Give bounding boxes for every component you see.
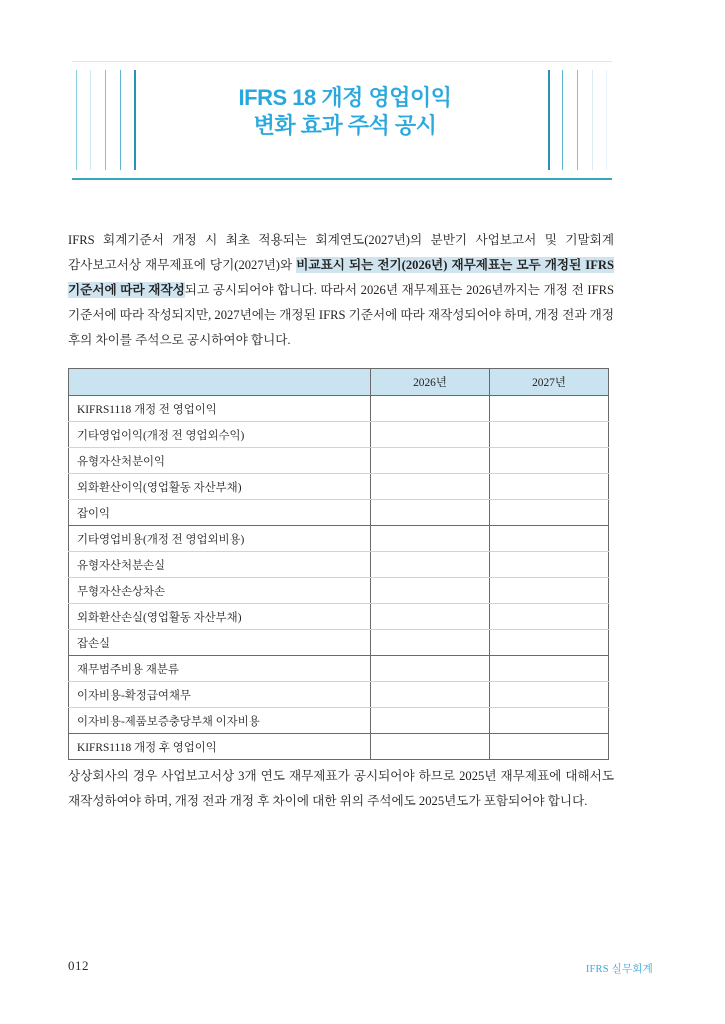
table-cell-label: 잡이익: [69, 500, 371, 526]
table-cell-2026: [371, 656, 490, 682]
table-cell-2026: [371, 682, 490, 708]
table-cell-2027: [490, 734, 609, 760]
table-cell-2027: [490, 474, 609, 500]
page-title-line-2: 변화 효과 주석 공시: [253, 113, 437, 138]
table-row: [69, 578, 609, 604]
header-decoration-left: [76, 70, 138, 170]
header-top-rule: [72, 61, 612, 62]
paragraph-1-highlight: 비교표시 되는 전기(2026년) 재무제표는 모두 개정된 IFRS 기준서에 따라 재작성: [68, 258, 614, 297]
table-cell-2026: [371, 734, 490, 760]
table-header-row: [69, 369, 609, 396]
operating-profit-table: [68, 368, 609, 760]
table-row: [69, 526, 609, 552]
table-body: [69, 396, 609, 760]
page-title-line-1: IFRS 18 개정 영업이익: [238, 85, 452, 110]
table-row: [69, 734, 609, 760]
table-cell-label: 외화환산손실(영업활동 자산부채): [69, 604, 371, 630]
table-cell-2026: [371, 630, 490, 656]
column-header-2026: 2026년: [371, 369, 490, 396]
table-cell-2027: [490, 422, 609, 448]
table-cell-2027: [490, 682, 609, 708]
table-cell-2026: [371, 604, 490, 630]
table-cell-2026: [371, 396, 490, 422]
table-cell-label: 기타영업비용(개정 전 영업외비용): [69, 526, 371, 552]
table-cell-2027: [490, 526, 609, 552]
header-decoration-right: [548, 70, 610, 170]
table-cell-2027: [490, 630, 609, 656]
paragraph-1-segment-1: IFRS 회계기준서 개정 시 최초 적용되는 회계연도(2027년)의 분반기 사업보고서 및 기말회계 감사보고서상 재무제표에 당기(2027년)와: [68, 233, 614, 272]
table-cell-label: 기타영업이익(개정 전 영업외수익): [69, 422, 371, 448]
table-cell-label: 유형자산처분이익: [69, 448, 371, 474]
table-row: [69, 656, 609, 682]
table-row: [69, 396, 609, 422]
page-title: [145, 84, 545, 140]
table-cell-label: 잡손실: [69, 630, 371, 656]
deco-line-3: [105, 70, 106, 170]
table-row: [69, 448, 609, 474]
table-row: [69, 474, 609, 500]
table-cell-label: 무형자산손상차손: [69, 578, 371, 604]
table-cell-2027: [490, 656, 609, 682]
table-cell-2026: [371, 474, 490, 500]
body-paragraph-1: [68, 228, 614, 353]
table-cell-2027: [490, 708, 609, 734]
table-cell-label: 이자비용-확정급여채무: [69, 682, 371, 708]
deco-line-3: [577, 70, 578, 170]
body-paragraph-2: 상상회사의 경우 사업보고서상 3개 연도 재무제표가 공시되어야 하므로 2025년 재무제표에 대해서도 재작성하여야 하며, 개정 전과 개정 후 차이에 대한 위의 주석에도 2025년도가 포함되어야 합니다.: [68, 769, 614, 808]
table-cell-2027: [490, 578, 609, 604]
table-cell-label: KIFRS1118 개정 후 영업이익: [69, 734, 371, 760]
deco-line-5: [606, 70, 607, 170]
footer-brand: IFRS 실무회계: [585, 964, 653, 975]
table-cell-label: KIFRS1118 개정 전 영업이익: [69, 396, 371, 422]
table-cell-2027: [490, 396, 609, 422]
column-header-2027: 2027년: [490, 369, 609, 396]
deco-line-1: [548, 70, 550, 170]
table-cell-label: 이자비용-제품보증충당부채 이자비용: [69, 708, 371, 734]
table-cell-2027: [490, 500, 609, 526]
operating-profit-table-wrapper: [68, 368, 608, 760]
table-cell-label: 유형자산처분손실: [69, 552, 371, 578]
table-cell-2026: [371, 578, 490, 604]
table-cell-2026: [371, 448, 490, 474]
table-cell-label: 외화환산이익(영업활동 자산부채): [69, 474, 371, 500]
table-cell-2027: [490, 552, 609, 578]
header-bottom-rule: [72, 178, 612, 180]
table-cell-2026: [371, 552, 490, 578]
table-row: [69, 604, 609, 630]
table-cell-2026: [371, 500, 490, 526]
table-cell-2026: [371, 526, 490, 552]
table-cell-2027: [490, 448, 609, 474]
table-row: [69, 422, 609, 448]
deco-line-4: [592, 70, 593, 170]
table-cell-2027: [490, 604, 609, 630]
deco-line-1: [76, 70, 77, 170]
table-row: [69, 500, 609, 526]
table-row: [69, 630, 609, 656]
paragraph-1-segment-2: 되고 공시되어야 합니다. 따라서 2026년 재무제표는 2026년까지는 개정 전 IFRS 기준서에 따라 작성되지만, 2027년에는 개정된 IFRS 기준서에 따라 재작성되어야 하며, 개정 전과 개정 후의 차이를 주석으로 공시하여야 합니다.: [68, 283, 614, 347]
column-header-label: [69, 369, 371, 396]
deco-line-2: [90, 70, 91, 170]
table-row: [69, 682, 609, 708]
table-cell-2026: [371, 422, 490, 448]
deco-line-5: [134, 70, 136, 170]
footer-page-number: 012: [68, 958, 89, 973]
table-row: [69, 708, 609, 734]
table-header: [69, 369, 609, 396]
table-cell-label: 재무범주비용 재분류: [69, 656, 371, 682]
table-cell-2026: [371, 708, 490, 734]
table-row: [69, 552, 609, 578]
deco-line-4: [120, 70, 121, 170]
deco-line-2: [562, 70, 563, 170]
